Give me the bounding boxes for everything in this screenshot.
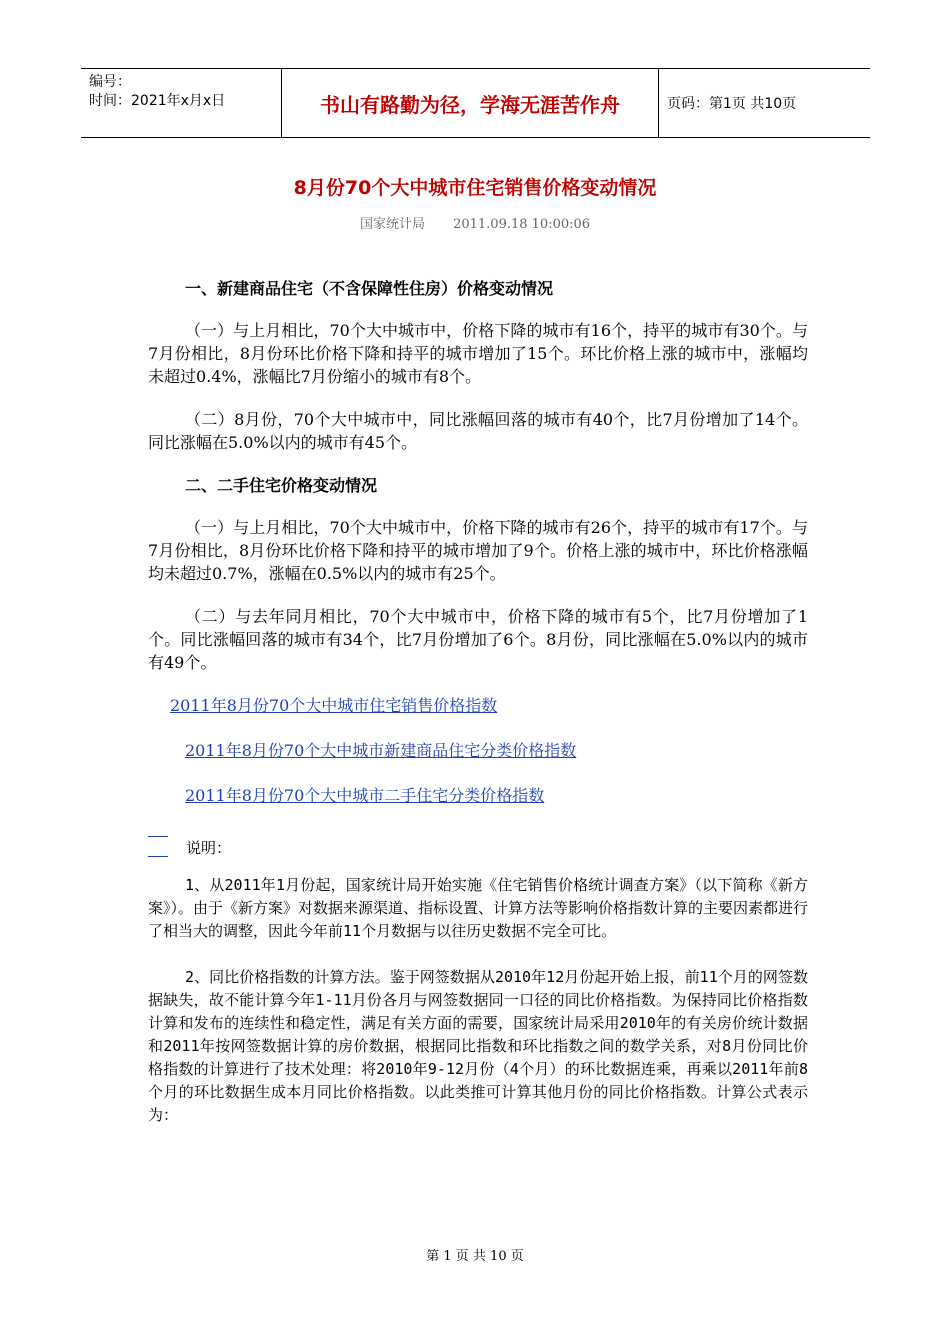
notes-label: 说明： (186, 839, 232, 857)
section-heading-1: 一、新建商品住宅（不含保障性住房）价格变动情况 (185, 279, 554, 298)
article-source: 国家统计局 (359, 217, 425, 232)
section-2-paragraph-2: （二）与去年同月相比，70个大中城市中，价格下降的城市有5个，比7月份增加了1个。同比涨幅回落的城市有34个，比7月份增加了6个。8月份，同比涨幅在5.0%以内的城市有49个。 (148, 607, 808, 672)
link-new-housing-index[interactable]: 2011年8月份70个大中城市新建商品住宅分类价格指数 (185, 741, 577, 760)
link-secondhand-index[interactable]: 2011年8月份70个大中城市二手住宅分类价格指数 (185, 786, 545, 805)
page-info: 页码：第1页 共10页 (667, 96, 797, 112)
article-title: 8月份70个大中城市住宅销售价格变动情况 (293, 177, 657, 199)
serial-label: 编号： (89, 74, 131, 90)
time-label: 时间：2021年x月x日 (89, 93, 226, 109)
article-datetime: 2011.09.18 10:00:06 (453, 217, 591, 232)
header-table (81, 68, 870, 138)
section-2-paragraph-1: （一）与上月相比，70个大中城市中，价格下降的城市有26个，持平的城市有17个。与7月份相比，8月份环比价格下降和持平的城市增加了9个。价格上涨的城市中，环比价格涨幅均未超过0.7%，涨幅在0.5%以内的城市有25个。 (148, 518, 808, 583)
header-left-cell (81, 69, 281, 137)
article-body (148, 277, 808, 1150)
notes-label-row (148, 829, 808, 860)
section-1-paragraph-2: （二）8月份，70个大中城市中，同比涨幅回落的城市有40个，比7月份增加了14个。同比涨幅在5.0%以内的城市有45个。 (148, 410, 808, 452)
article-meta (0, 213, 950, 232)
section-heading-2: 二、二手住宅价格变动情况 (185, 476, 378, 495)
link-price-index[interactable]: 2011年8月份70个大中城市住宅销售价格指数 (170, 696, 498, 715)
note-paragraph-1: 1、从2011年1月份起，国家统计局开始实施《住宅销售价格统计调查方案》（以下简称《新方案》）。由于《新方案》对数据来源渠道、指标设置、计算方法等影响价格指数计算的主要因素都进行了相当大的调整，因此今年前11个月数据与以往历史数据不完全可比。 (148, 876, 809, 940)
link-underline-marks (148, 829, 168, 857)
motto: 书山有路勤为径，学海无涯苦作舟 (281, 69, 659, 137)
note-paragraph-2: 2、同比价格指数的计算方法。鉴于网签数据从2010年12月份起开始上报，前11个月的网签数据缺失，故不能计算今年1-11月份各月与网签数据同一口径的同比价格指数。为保持同比价格指数计算和发布的连续性和稳定性，满足有关方面的需要，国家统计局采用2010年的有关房价统计数据和2011年按网签数据计算的房价数据，根据同比指数和环比指数之间的数学关系，对8月份同比价格指数的计算进行了技术处理：将2010年9-12月份（4个月）的环比数据连乘，再乘以2011年前8个月的环比数据生成本月同比价格指数。以此类推可计算其他月份的同比价格指数。计算公式表示为： (148, 968, 808, 1124)
page-footer: 第 1 页 共 10 页 (426, 1249, 524, 1264)
section-1-paragraph-1: （一）与上月相比，70个大中城市中，价格下降的城市有16个，持平的城市有30个。与7月份相比，8月份环比价格下降和持平的城市增加了15个。环比价格上涨的城市中，涨幅均未超过0.4%，涨幅比7月份缩小的城市有8个。 (148, 321, 808, 386)
